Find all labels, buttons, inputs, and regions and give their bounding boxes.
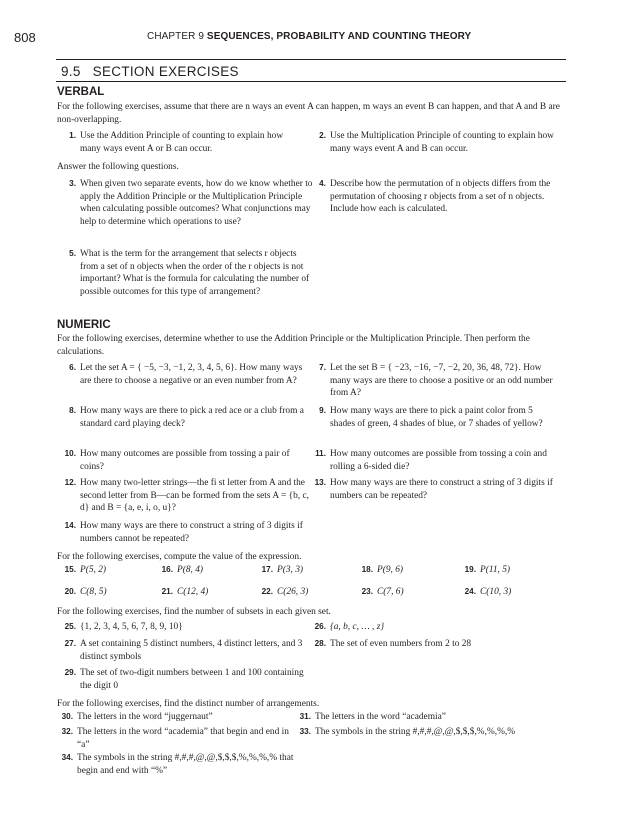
exercise-1: 1. Use the Addition Principle of counting to explain how many ways event A or B can occur. (69, 131, 284, 154)
section-rule-top (56, 59, 566, 60)
section-title: SECTION EXERCISES (92, 64, 239, 79)
exercise-28: 28. The set of even numbers from 2 to 28 (314, 639, 472, 649)
exercise-29: 29. The set of two-digit numbers between 1 and 100 containing the digit 0 (64, 668, 304, 691)
exercise-20: 20. C(8, 5) (64, 587, 107, 597)
exercise-17: 17. P(3, 3) (261, 565, 304, 575)
exercise-3: 3. When given two separate events, how do we know whether to apply the Addition Principle or the Multiplication Principle when calculating possible outcomes? What conjunctions may help to determine which operations to use? (69, 179, 313, 227)
exercise-34: 34. The symbols in the string #,#,#,@,@,$,$,$,%,%,%,% that begin and end with “%” (61, 753, 294, 776)
numeric-heading: NUMERIC (57, 319, 111, 331)
exercise-15: 15. P(5, 2) (64, 565, 107, 575)
exercise-2: 2. Use the Multiplication Principle of counting to explain how many ways event A and B can occur. (319, 131, 554, 154)
chapter-label: CHAPTER 9 (147, 31, 205, 42)
exercise-25: 25. {1, 2, 3, 4, 5, 6, 7, 8, 9, 10} (64, 622, 183, 632)
section-rule-bottom (56, 81, 566, 82)
exercise-7: 7. Let the set B = { −23, −16, −7, −2, 20, 36, 48, 72}. How many ways are there to choose a positive or an odd number from A? (319, 363, 553, 399)
exercise-32: 32. The letters in the word “academia” that begin and end in “a” (61, 727, 289, 750)
exercise-26: 26. {a, b, c, … , z} (314, 622, 385, 632)
exercise-12: 12. How many two-letter strings—the fi st letter from A and the second letter from B—can be formed from the sets A = {b, c, d} and B = {a, e, i, o, u}? (64, 478, 309, 514)
exercise-23: 23. C(7, 6) (361, 587, 404, 597)
exercise-9: 9. How many ways are there to pick a paint color from 5 shades of green, 4 shades of blue, or 7 shades of yellow? (319, 406, 543, 429)
exercise-10: 10. How many outcomes are possible from tossing a pair of coins? (64, 449, 290, 472)
exercise-33: 33. The symbols in the string #,#,#,@,@,$,$,$,%,%,%,% (299, 727, 516, 737)
numeric-intro: For the following exercises, determine whether to use the Addition Principle or the Multiplication Principle. Then perform the calculations. (57, 334, 530, 357)
exercise-5: 5. What is the term for the arrangement that selects r objects from a set of n objects when the order of the r objects is not important? What is the formula for calculating the number of possible outcomes for this type of arrangement? (69, 249, 310, 297)
exercise-18: 18. P(9, 6) (361, 565, 404, 575)
exercise-27: 27. A set containing 5 distinct numbers, 4 distinct letters, and 3 distinct symbols (64, 639, 303, 662)
exercise-30: 30. The letters in the word “juggernaut” (61, 712, 213, 722)
exercise-6: 6. Let the set A = { −5, −3, −1, 2, 3, 4, 5, 6}. How many ways are there to choose a negative or an even number from A? (69, 363, 303, 386)
subsets-intro: For the following exercises, find the number of subsets in each given set. (57, 607, 331, 617)
exercise-4: 4. Describe how the permutation of n objects differs from the permutation of choosing r objects from a set of n objects. Include how each is calculated. (319, 179, 551, 215)
chapter-title: SEQUENCES, PROBABILITY AND COUNTING THEORY (206, 31, 472, 42)
exercise-22: 22. C(26, 3) (261, 587, 309, 597)
arrange-intro: For the following exercises, find the distinct number of arrangements. (57, 699, 320, 709)
exercise-8: 8. How many ways are there to pick a red ace or a club from a standard card playing deck? (69, 406, 304, 429)
section-heading (61, 64, 239, 79)
page-number: 808 (14, 30, 36, 45)
exercise-16: 16. P(8, 4) (161, 565, 204, 575)
exercise-14: 14. How many ways are there to construct a string of 3 digits if numbers cannot be repeated? (64, 521, 303, 544)
exercise-21: 21. C(12, 4) (161, 587, 209, 597)
compute-intro: For the following exercises, compute the value of the expression. (57, 552, 302, 562)
section-number: 9.5 (61, 64, 81, 79)
exercise-31: 31. The letters in the word “academia” (299, 712, 446, 722)
exercise-13: 13. How many ways are there to construct a string of 3 digits if numbers can be repeated? (314, 478, 553, 501)
verbal-intro: For the following exercises, assume that there are n ways an event A can happen, m ways an event B can happen, and that A and B are non-overlapping. (57, 102, 560, 125)
exercise-19: 19. P(11, 5) (464, 565, 511, 575)
exercise-11: 11. How many outcomes are possible from tossing a coin and rolling a 6-sided die? (315, 449, 547, 472)
answer-prompt: Answer the following questions. (57, 162, 179, 172)
exercise-24: 24. C(10, 3) (464, 587, 512, 597)
chapter-header (147, 31, 471, 42)
verbal-heading: VERBAL (57, 86, 105, 98)
